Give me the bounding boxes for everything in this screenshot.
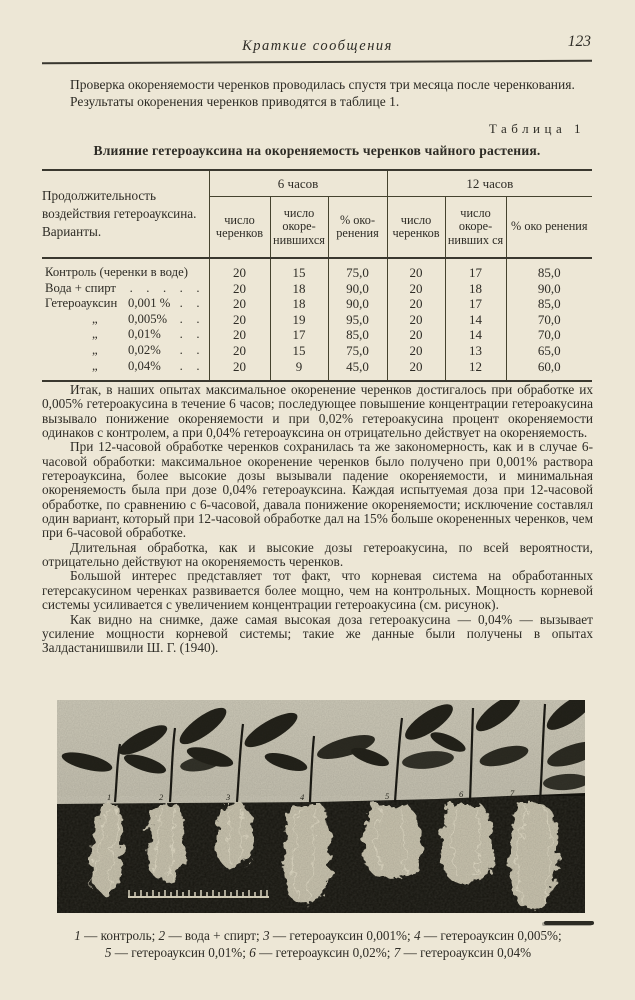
cell: 14	[445, 327, 506, 343]
cell: 20	[209, 281, 270, 297]
table-row: „ 0,005% . . 20 19 95,0 20 14 70,0	[42, 312, 592, 328]
cell: 15	[270, 258, 328, 281]
table-row	[42, 258, 592, 281]
intro-paragraphs	[42, 77, 593, 110]
column-header: число черенков	[387, 197, 445, 259]
cell: 20	[209, 343, 270, 359]
body-text	[42, 383, 593, 656]
cell: 85,0	[506, 296, 592, 312]
cell: 14	[445, 312, 506, 328]
cell: 19	[270, 312, 328, 328]
cell: 20	[387, 258, 445, 281]
figure-label-5: 5	[385, 791, 390, 801]
caption-num: 4	[414, 928, 421, 943]
scan-artifact	[544, 921, 594, 925]
row-label: „	[92, 358, 98, 373]
table-row: Вода + спирт . . . . . 20 18 90,0 20 18 90,0	[42, 281, 592, 297]
column-header-variants: Продолжительность воздействия гетероауксина. Варианты.	[42, 170, 209, 258]
column-group-6h: 6 часов	[209, 170, 387, 197]
paragraph: Длительная обработка, как и высокие дозы гетероакусина, по всей вероятности, отрицательно действуют на окореняемость черенков.	[42, 539, 593, 570]
column-header: число окоре нивших ся	[445, 197, 506, 259]
cell: 65,0	[506, 343, 592, 359]
column-header: число черенков	[209, 197, 270, 259]
cell: 18	[270, 296, 328, 312]
figure-label-7: 7	[510, 788, 515, 798]
cell: 17	[445, 296, 506, 312]
cell: 20	[209, 296, 270, 312]
row-label: „	[92, 327, 98, 342]
cell: 9	[270, 359, 328, 382]
caption-num: 7	[393, 945, 401, 960]
results-table	[42, 169, 592, 382]
running-title: Краткие сообщения	[242, 38, 393, 54]
caption-num: 2	[158, 928, 166, 943]
cell: 70,0	[506, 312, 592, 328]
cell: 20	[387, 343, 445, 359]
table-label: Таблица 1	[488, 121, 585, 136]
table-row: „ 0,04% . . 20 9 45,0 20 12 60,0	[42, 359, 592, 382]
row-label: „	[92, 311, 98, 326]
row-label: „	[92, 342, 98, 357]
figure-label-4: 4	[300, 792, 305, 802]
cell: 85,0	[506, 258, 592, 281]
paragraph: Проверка окореняемости черенков проводилась спустя три месяца после черенкования.	[70, 77, 575, 92]
paragraph: Результаты окоренения черенков приводятся в таблице 1.	[70, 93, 400, 109]
paragraph: Итак, в наших опытах максимальное окоренение черенков достигалось при обработке их 0,005% гетероакусина в течение 6 часов; последующее повышение концентрации гетероакусина вызывало понижение окореняемости и при 0,02% гетероакусина процент окореняемости одинаков с контролем, а при 0,04% гетероауксина он отрицательно действует на окореняемость.	[42, 382, 593, 441]
caption-num: 3	[262, 928, 270, 943]
cell: 75,0	[328, 258, 387, 281]
row-label: Вода + спирт	[45, 280, 116, 295]
header-rule	[42, 60, 592, 64]
cell: 45,0	[328, 359, 387, 382]
row-label: Гетероауксин	[45, 296, 118, 311]
column-header: % око ренения	[328, 197, 387, 259]
column-header: число окоре нившихся	[270, 197, 328, 259]
table-row: „ 0,01% . . 20 17 85,0 20 14 70,0	[42, 327, 592, 343]
cell: 20	[209, 258, 270, 281]
page-number: 123	[567, 33, 591, 50]
paragraph: Как видно на снимке, даже самая высокая доза гетероакусина — 0,04% — вызывает усиление мощности корневой системы; такие же данные были получены в опытах Залдастанишвили Ш. Г. (1940).	[42, 611, 593, 656]
cell: 20	[209, 327, 270, 343]
cell: 18	[270, 281, 328, 297]
cell: 60,0	[506, 359, 592, 382]
cell: 20	[387, 312, 445, 328]
column-group-12h: 12 часов	[387, 170, 592, 197]
cell: 20	[387, 327, 445, 343]
cell: 20	[387, 281, 445, 297]
cell: 85,0	[328, 327, 387, 343]
cell: 20	[387, 296, 445, 312]
cell: 90,0	[328, 281, 387, 297]
caption-num: 5	[104, 945, 112, 960]
figure-label-2: 2	[159, 792, 164, 802]
caption-num: 1	[74, 928, 81, 943]
photo-svg	[57, 700, 585, 913]
paragraph: Большой интерес представляет тот факт, что корневая система на обработанных гетерсакусином черенках развивается более мощно, чем на контрольных. Мощность корневой системы усиливается с увеличением концентрации гетероакусина (см. рисунок).	[42, 568, 593, 613]
row-label: Контроль (черенки в воде)	[45, 265, 188, 279]
cell: 17	[445, 258, 506, 281]
cell: 95,0	[328, 312, 387, 328]
column-header: % око ренения	[506, 197, 592, 259]
cell: 18	[445, 281, 506, 297]
table-row: „ 0,02% . . 20 15 75,0 20 13 65,0	[42, 343, 592, 359]
figure-caption-line2: 5 — гетероауксин 0,01%; 6 — гетероауксин 0,02%; 7 — гетероауксин 0,04%	[104, 945, 532, 960]
cell: 75,0	[328, 343, 387, 359]
cell: 90,0	[328, 296, 387, 312]
figure-caption	[40, 927, 596, 961]
figure-photo	[57, 700, 585, 913]
table-row: Гетероауксин 0,001 % . . 20 18 90,0 20 17 85,0	[42, 296, 592, 312]
cell: 20	[209, 312, 270, 328]
cell: 90,0	[506, 281, 592, 297]
figure-label-1: 1	[107, 792, 112, 802]
figure-caption-line1: 1 — контроль; 2 — вода + спирт; 3 — гетероауксин 0,001%; 4 — гетероауксин 0,005%;	[74, 928, 562, 943]
photo-grain	[57, 700, 585, 913]
cell: 20	[209, 359, 270, 382]
cell: 15	[270, 343, 328, 359]
table-title: Влияние гетероауксина на окореняемость черенков чайного растения.	[93, 143, 541, 158]
paragraph: При 12-часовой обработке черенков сохранилась та же закономерность, как и в случае 6-часовой обработки: максимальное окоренение черенков было получено при 0,001% раствора гетероауксина, более высокие дозы вызывали падение окореняемости, и минимальная окореняемость была при дозе 0,04% гетероауксина. Каждая испытуемая доза при 12-часовой обработке, по сравнению с 6-часовой, давала понижение окореняемости; исключение составлял один вариант, который при 12-часовой обработке дал на 15% больше окорененных черенков, чем при 6-часовой обработке.	[42, 439, 593, 541]
caption-num: 6	[249, 945, 256, 960]
cell: 12	[445, 359, 506, 382]
cell: 13	[445, 343, 506, 359]
cell: 20	[387, 359, 445, 382]
cell: 70,0	[506, 327, 592, 343]
cell: 17	[270, 327, 328, 343]
figure-label-3: 3	[226, 792, 231, 802]
figure-label-6: 6	[459, 789, 464, 799]
